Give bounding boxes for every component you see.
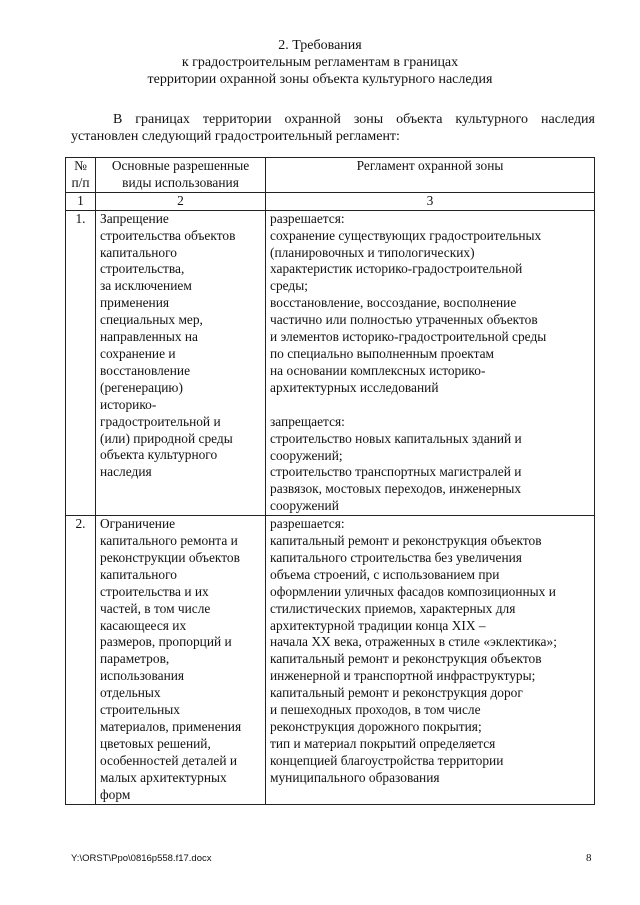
heading-line-2: к градостроительным регламентам в границах [181, 55, 459, 70]
regulation-table [65, 157, 595, 805]
column-number-row [66, 192, 595, 210]
table-row [66, 210, 595, 515]
column-number-3: 3 [266, 192, 595, 210]
row-number: 1. [66, 210, 96, 515]
row-number: 2. [66, 516, 96, 804]
document-heading [0, 37, 640, 88]
heading-line-1: 2. Требования [278, 38, 362, 53]
header-uses: Основные разрешенные виды использования [96, 158, 266, 193]
page-number: 8 [586, 852, 592, 864]
paragraph-gap [270, 397, 590, 414]
allowed-title: разрешается: [270, 210, 345, 226]
table-row [66, 516, 595, 804]
column-number-1: 1 [66, 192, 96, 210]
prohibited-title: запрещается: [270, 413, 345, 429]
permitted-uses-cell: Запрещение строительства объектов капитального строительства, за исключением применения специальных мер, направленных на сохранение и восстановление (регенерацию) историко- градостроительной и (или) природной среды объекта культурного наследия [96, 210, 266, 515]
heading-line-3: территории охранной зоны объекта культурного наследия [147, 72, 493, 87]
allowed-title: разрешается: [270, 516, 345, 532]
header-number: № п/п [66, 158, 96, 193]
column-number-2: 2 [96, 192, 266, 210]
regulation-cell: разрешается: сохранение существующих градостроительных (планировочных и типологических) характеристик историко-градостроительной среды; восстановление, воссоздание, восполнение частично или полностью утраченных объектов и элементов историко-градостроительной среды по специально выполненным проектам на основании комплексных историко- архитектурных исследований запрещается: строительство новых капитальных зданий и сооружений; строительство транспортных магистралей и развязок, мостовых переходов, инженерных сооружений [266, 210, 595, 515]
footer-file-path: Y:\ORST\Ppo\0816p558.f17.docx [71, 853, 212, 864]
regulation-cell: разрешается: капитальный ремонт и реконструкция объектов капитального строительства без увеличения объема строений, с использованием при оформлении уличных фасадов композиционных и стилистических приемов, характерных для архитектурной традиции конца XIX – начала XX века, отраженных в стиле «эклектика»; капитальный ремонт и реконструкция объектов инженерной и транспортной инфраструктуры; капитальный ремонт и реконструкция дорог и пешеходных проходов, в том числе реконструкция дорожного покрытия; тип и материал покрытий определяется концепцией благоустройства территории муниципального образования [266, 516, 595, 804]
intro-paragraph: В границах территории охранной зоны объекта культурного наследия установлен следующий градостроительный регламент: [71, 112, 595, 144]
permitted-uses-cell: Ограничение капитального ремонта и реконструкции объектов капитального строительства и их частей, в том числе касающееся их размеров, пропорций и параметров, использования отдельных строительных материалов, применения цветовых решений, особенностей деталей и малых архитектурных форм [96, 516, 266, 804]
table-header-row [66, 158, 595, 193]
header-regulation: Регламент охранной зоны [266, 158, 595, 193]
